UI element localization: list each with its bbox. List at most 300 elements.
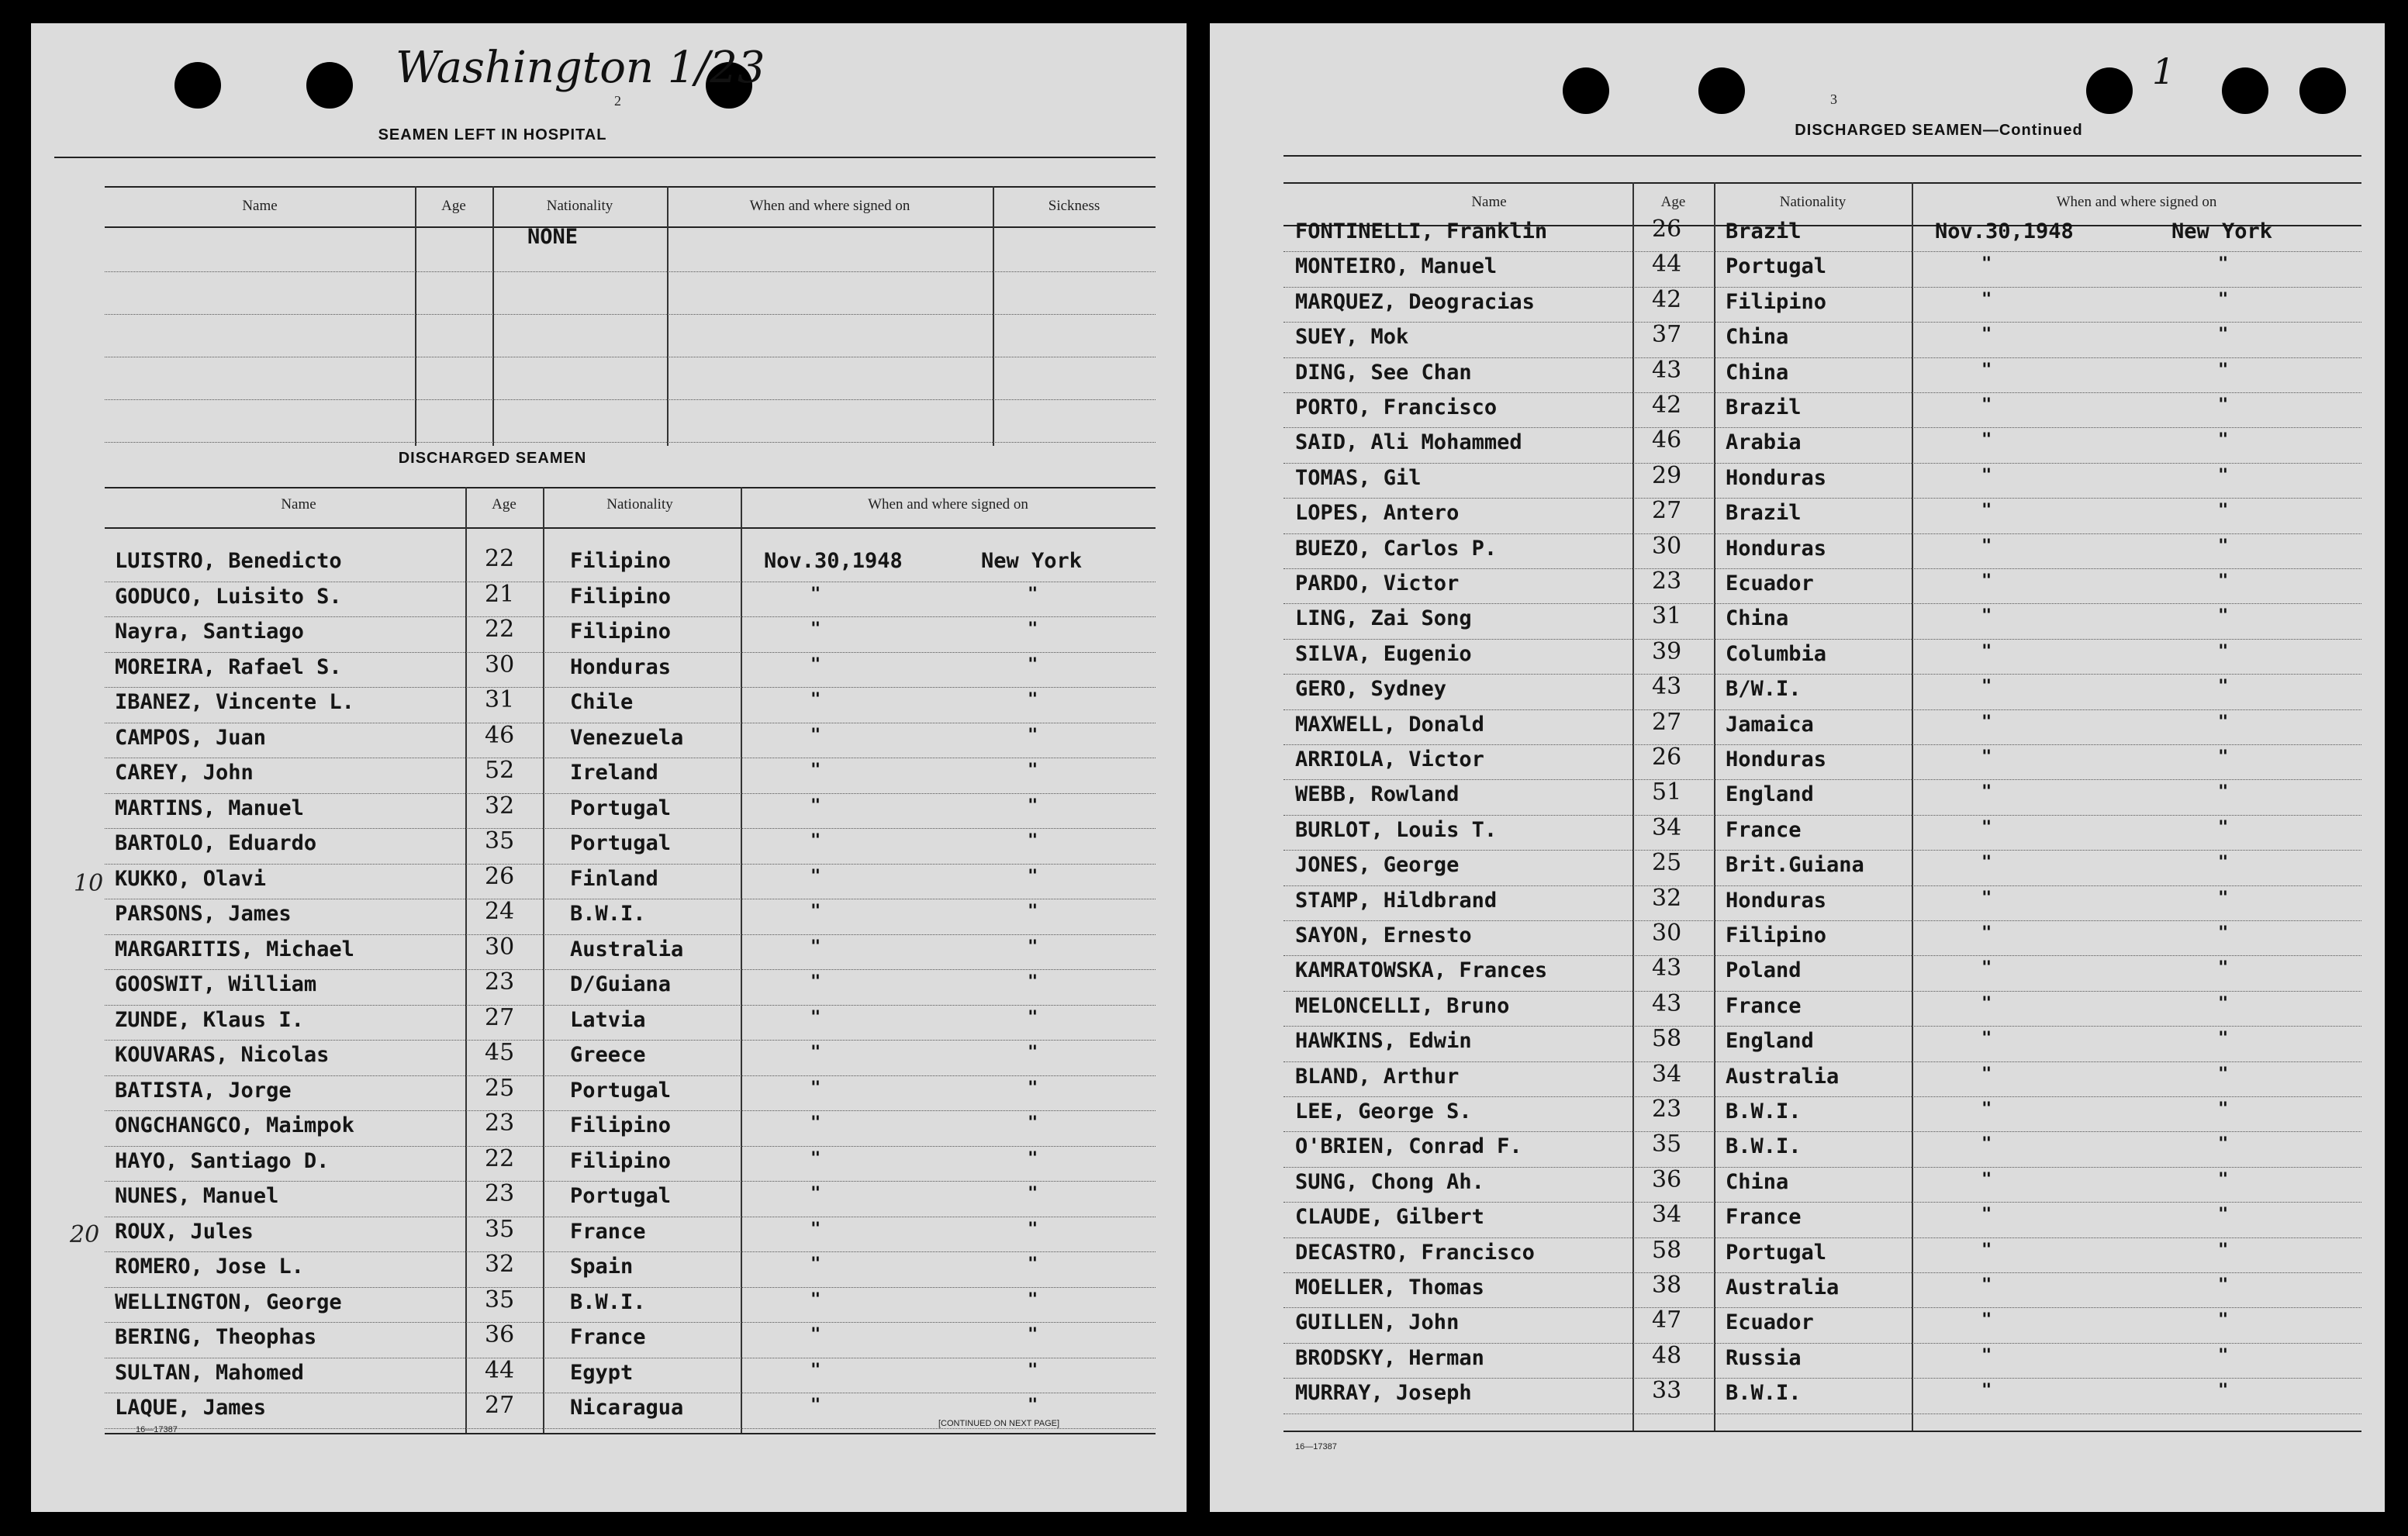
signed-on-place: New York [981, 549, 1083, 573]
signed-on-date: " [1981, 1205, 1992, 1225]
ruled-line [105, 1181, 1156, 1182]
seaman-age: 32 [485, 1251, 515, 1278]
seaman-nationality: Columbia [1726, 641, 1827, 666]
signed-on-place: " [2218, 817, 2229, 837]
seaman-age: 52 [485, 757, 515, 784]
signed-on-date: " [810, 1360, 821, 1380]
margin-mark: 10 [74, 870, 104, 897]
seaman-name: HAWKINS, Edwin [1295, 1029, 1472, 1054]
col-header-age: Age [492, 496, 516, 513]
seaman-name: MAXWELL, Donald [1295, 712, 1484, 737]
column-divider [415, 186, 416, 446]
column-divider [543, 487, 544, 1433]
ruled-line [105, 1040, 1156, 1041]
seaman-age: 46 [485, 721, 515, 749]
col-header-name: Name [1471, 194, 1507, 210]
seaman-nationality: China [1726, 360, 1789, 385]
seaman-age: 43 [1652, 356, 1682, 384]
col-header-age: Age [1660, 194, 1686, 210]
seaman-age: 21 [485, 580, 515, 608]
table-rule [105, 487, 1156, 488]
seaman-nationality: Spain [570, 1255, 634, 1279]
signed-on-date: " [1981, 289, 1992, 309]
ruled-line [1283, 427, 2361, 428]
seaman-nationality: Honduras [1726, 536, 1827, 561]
seaman-nationality: England [1726, 782, 1814, 807]
signed-on-date: " [1981, 606, 1992, 626]
signed-on-date: " [810, 1289, 821, 1310]
seaman-nationality: France [570, 1325, 646, 1349]
seaman-name: BURLOT, Louis T. [1295, 817, 1498, 842]
signed-on-place: " [1028, 1255, 1038, 1274]
handwritten-title: Washington 1/23 [396, 43, 765, 93]
seaman-age: 45 [485, 1039, 515, 1066]
ruled-line [1283, 533, 2361, 534]
seaman-age: 25 [1652, 849, 1682, 877]
signed-on-place: " [2218, 747, 2229, 767]
signed-on-date: " [1981, 430, 1992, 450]
seaman-nationality: Nicaragua [570, 1396, 684, 1420]
seaman-age: 58 [1652, 1236, 1682, 1264]
ruled-line [1283, 850, 2361, 851]
ruled-line [1283, 603, 2361, 604]
seaman-nationality: Greece [570, 1043, 646, 1067]
ruled-line [105, 864, 1156, 865]
table-rule [105, 226, 1156, 228]
signed-on-date: " [1981, 958, 1992, 979]
signed-on-date: " [810, 761, 821, 780]
seaman-age: 47 [1652, 1306, 1682, 1334]
seaman-age: 27 [485, 1392, 515, 1419]
signed-on-date: " [810, 1148, 821, 1168]
signed-on-place: " [1028, 1007, 1038, 1027]
signed-on-date: " [810, 725, 821, 745]
ruled-line [1283, 779, 2361, 780]
signed-on-place: " [1028, 866, 1038, 886]
signed-on-date: " [1981, 1275, 1992, 1295]
ruled-line [105, 793, 1156, 794]
seaman-nationality: China [1726, 606, 1789, 631]
ruled-line [1283, 1307, 2361, 1308]
signed-on-date: " [1981, 677, 1992, 697]
seaman-name: STAMP, Hildbrand [1295, 888, 1498, 913]
seaman-age: 22 [485, 616, 515, 643]
table-rule [1283, 1431, 2361, 1432]
signed-on-date: " [810, 620, 821, 639]
seaman-name: WEBB, Rowland [1295, 782, 1460, 807]
signed-on-date: " [1981, 1029, 1992, 1049]
signed-on-date: " [1981, 712, 1992, 732]
col-header-nationality: Nationality [1779, 194, 1847, 210]
seaman-nationality: Honduras [1726, 888, 1827, 913]
signed-on-place: " [2218, 1240, 2229, 1260]
signed-on-date: " [1981, 254, 1992, 274]
left-page [31, 23, 1187, 1512]
seaman-nationality: Portugal [570, 796, 672, 820]
signed-on-date: " [810, 937, 821, 957]
ruled-line [1283, 1061, 2361, 1062]
seaman-age: 32 [1652, 884, 1682, 912]
signed-on-date: " [810, 1007, 821, 1027]
seaman-name: MONTEIRO, Manuel [1295, 254, 1498, 279]
seaman-name: SULTAN, Mahomed [115, 1360, 304, 1385]
ruled-line [1283, 920, 2361, 921]
table-rule [1283, 182, 2361, 184]
col-header-name: Name [281, 496, 316, 513]
seaman-name: GODUCO, Luisito S. [115, 584, 342, 609]
seaman-age: 34 [1652, 1201, 1682, 1229]
signed-on-place: " [1028, 937, 1038, 957]
signed-on-place: " [1028, 725, 1038, 745]
column-divider [465, 487, 467, 1433]
col-header-age: Age [441, 198, 466, 214]
seaman-nationality: B.W.I. [1726, 1381, 1802, 1406]
signed-on-place: " [2218, 958, 2229, 979]
seaman-age: 30 [485, 933, 515, 961]
seaman-name: ZUNDE, Klaus I. [115, 1007, 304, 1032]
seaman-age: 44 [1652, 250, 1682, 278]
ruled-line [105, 687, 1156, 688]
column-divider [1714, 182, 1715, 1431]
seaman-name: DING, See Chan [1295, 360, 1472, 385]
seaman-age: 42 [1652, 285, 1682, 313]
seaman-name: KAMRATOWSKA, Frances [1295, 958, 1548, 983]
signed-on-place: " [2218, 1345, 2229, 1365]
seaman-age: 46 [1652, 426, 1682, 454]
ruled-line [1283, 885, 2361, 886]
seaman-nationality: D/Guiana [570, 972, 672, 996]
signed-on-place: " [2218, 677, 2229, 697]
seaman-nationality: Filipino [570, 1113, 672, 1137]
signed-on-date: " [810, 1184, 821, 1203]
col-header-signed-on: When and where signed on [749, 198, 910, 214]
seaman-nationality: France [570, 1219, 646, 1244]
seaman-age: 25 [485, 1074, 515, 1102]
ruled-line [1283, 1237, 2361, 1238]
page-number: 3 [1830, 91, 1837, 107]
seaman-name: MARGARITIS, Michael [115, 937, 354, 961]
ruled-line [1283, 1026, 2361, 1027]
seaman-name: GOOSWIT, William [115, 972, 317, 996]
seaman-nationality: Filipino [570, 584, 672, 609]
seaman-age: 23 [485, 1110, 515, 1137]
signed-on-place: " [1028, 1289, 1038, 1310]
discharged-section-title: DISCHARGED SEAMEN [398, 450, 587, 467]
seaman-nationality: Australia [1726, 1064, 1840, 1089]
signed-on-place: New York [2171, 219, 2273, 243]
seaman-nationality: Portugal [570, 1184, 672, 1208]
seaman-nationality: France [1726, 817, 1802, 842]
table-rule [105, 186, 1156, 188]
seaman-age: 43 [1652, 989, 1682, 1017]
seaman-age: 43 [1652, 954, 1682, 982]
seaman-nationality: Honduras [1726, 465, 1827, 490]
signed-on-date: " [1981, 571, 1992, 591]
seaman-age: 35 [485, 1215, 515, 1243]
signed-on-date: " [1981, 817, 1992, 837]
page-number: 2 [614, 93, 621, 109]
signed-on-place: " [1028, 620, 1038, 639]
signed-on-date: " [1981, 888, 1992, 908]
ruled-line [105, 652, 1156, 653]
seaman-name: TOMAS, Gil [1295, 465, 1422, 490]
ruled-line [105, 399, 1156, 400]
signed-on-date: " [810, 796, 821, 816]
discharged-continued-title: DISCHARGED SEAMEN—Continued [1795, 122, 2083, 139]
seaman-name: HAYO, Santiago D. [115, 1148, 330, 1173]
ruled-line [1283, 1272, 2361, 1273]
right-page [1210, 23, 2385, 1512]
ruled-line [105, 1110, 1156, 1111]
col-header-sickness: Sickness [1048, 198, 1100, 214]
ruled-line [1283, 251, 2361, 252]
seaman-age: 37 [1652, 321, 1682, 349]
signed-on-date: " [1981, 1345, 1992, 1365]
divider [54, 157, 1156, 158]
signed-on-place: " [1028, 902, 1038, 921]
seaman-name: SAYON, Ernesto [1295, 923, 1472, 947]
ruled-line [1283, 1413, 2361, 1414]
ruled-line [1283, 955, 2361, 956]
seaman-age: 35 [485, 827, 515, 854]
col-header-nationality: Nationality [606, 496, 673, 513]
seaman-age: 27 [1652, 708, 1682, 736]
col-header-signed-on: When and where signed on [868, 496, 1028, 513]
seaman-name: LEE, George S. [1295, 1099, 1472, 1124]
seaman-name: BUEZO, Carlos P. [1295, 536, 1498, 561]
seaman-nationality: Honduras [1726, 747, 1827, 771]
seaman-nationality: Honduras [570, 654, 672, 679]
handwritten-mark: 1 [2152, 50, 2175, 92]
seaman-name: LAQUE, James [115, 1396, 267, 1420]
seaman-age: 23 [1652, 1096, 1682, 1123]
column-divider [993, 186, 994, 446]
seaman-name: MOREIRA, Rafael S. [115, 654, 342, 679]
signed-on-place: " [1028, 1360, 1038, 1380]
signed-on-date: " [1981, 993, 1992, 1013]
signed-on-place: " [2218, 888, 2229, 908]
signed-on-date: " [1981, 536, 1992, 556]
signed-on-place: " [1028, 1184, 1038, 1203]
punch-hole [2086, 67, 2133, 114]
ruled-line [1283, 498, 2361, 499]
signed-on-date: " [810, 1113, 821, 1133]
seaman-name: SUNG, Chong Ah. [1295, 1169, 1484, 1194]
signed-on-date: " [1981, 465, 1992, 485]
signed-on-place: " [2218, 1099, 2229, 1119]
signed-on-place: " [2218, 325, 2229, 345]
ruled-line [1283, 1378, 2361, 1379]
seaman-age: 38 [1652, 1272, 1682, 1299]
signed-on-date: " [810, 972, 821, 992]
signed-on-date: " [810, 1255, 821, 1274]
signed-on-place: " [1028, 1043, 1038, 1062]
signed-on-place: " [2218, 1029, 2229, 1049]
signed-on-place: " [1028, 1396, 1038, 1415]
ruled-line [1283, 322, 2361, 323]
ruled-line [1283, 287, 2361, 288]
seaman-name: MOELLER, Thomas [1295, 1275, 1484, 1300]
col-header-name: Name [242, 198, 278, 214]
seaman-nationality: Finland [570, 866, 658, 891]
seaman-age: 34 [1652, 813, 1682, 841]
signed-on-date: " [1981, 1381, 1992, 1401]
signed-on-place: " [2218, 782, 2229, 803]
seaman-name: DECASTRO, Francisco [1295, 1240, 1535, 1265]
seaman-age: 44 [485, 1356, 515, 1384]
signed-on-date: " [1981, 1310, 1992, 1331]
seaman-nationality: B.W.I. [570, 1289, 646, 1314]
seaman-age: 51 [1652, 778, 1682, 806]
seaman-nationality: China [1726, 325, 1789, 350]
signed-on-date: " [810, 1396, 821, 1415]
punch-hole [174, 62, 221, 109]
signed-on-place: " [2218, 993, 2229, 1013]
seaman-age: 33 [1652, 1377, 1682, 1405]
seaman-age: 43 [1652, 673, 1682, 701]
seaman-name: JONES, George [1295, 853, 1460, 878]
seaman-age: 35 [1652, 1130, 1682, 1158]
seaman-name: MELONCELLI, Bruno [1295, 993, 1510, 1018]
signed-on-date: " [810, 831, 821, 851]
seaman-nationality: Jamaica [1726, 712, 1814, 737]
seaman-nationality: China [1726, 1169, 1789, 1194]
seaman-nationality: Portugal [1726, 1240, 1827, 1265]
seaman-age: 22 [485, 545, 515, 572]
seaman-age: 48 [1652, 1341, 1682, 1369]
seaman-age: 36 [1652, 1165, 1682, 1193]
ruled-line [105, 1146, 1156, 1147]
seaman-age: 58 [1652, 1025, 1682, 1053]
seaman-nationality: Brazil [1726, 219, 1802, 243]
ruled-line [105, 616, 1156, 617]
signed-on-place: " [2218, 571, 2229, 591]
seaman-age: 27 [485, 1003, 515, 1031]
seaman-nationality: B.W.I. [1726, 1134, 1802, 1159]
seaman-name: CAMPOS, Juan [115, 725, 267, 750]
ruled-line [1283, 1096, 2361, 1097]
signed-on-date: " [1981, 1169, 1992, 1189]
signed-on-date: " [810, 584, 821, 604]
signed-on-place: " [1028, 690, 1038, 709]
signed-on-date: " [1981, 923, 1992, 943]
signed-on-date: " [810, 690, 821, 709]
seaman-name: GERO, Sydney [1295, 677, 1447, 702]
signed-on-date: " [1981, 747, 1992, 767]
ruled-line [1283, 1343, 2361, 1344]
signed-on-place: " [2218, 1381, 2229, 1401]
signed-on-place: " [2218, 254, 2229, 274]
signed-on-place: " [2218, 606, 2229, 626]
signed-on-place: " [1028, 761, 1038, 780]
signed-on-place: " [1028, 1078, 1038, 1098]
seaman-name: PARDO, Victor [1295, 571, 1460, 595]
seaman-nationality: B.W.I. [570, 902, 646, 926]
seaman-name: ARRIOLA, Victor [1295, 747, 1484, 771]
seaman-name: KUKKO, Olavi [115, 866, 267, 891]
signed-on-place: " [2218, 430, 2229, 450]
signed-on-place: " [1028, 584, 1038, 604]
seaman-age: 31 [485, 686, 515, 713]
seaman-name: LING, Zai Song [1295, 606, 1472, 631]
signed-on-place: " [1028, 1219, 1038, 1239]
signed-on-place: " [1028, 1325, 1038, 1344]
signed-on-place: " [2218, 1310, 2229, 1331]
seaman-nationality: B.W.I. [1726, 1099, 1802, 1124]
ruled-line [105, 1287, 1156, 1288]
ruled-line [1283, 815, 2361, 816]
seaman-nationality: Filipino [570, 1148, 672, 1173]
seaman-age: 35 [485, 1286, 515, 1313]
ruled-line [105, 969, 1156, 970]
ruled-line [1283, 991, 2361, 992]
seaman-nationality: France [1726, 1205, 1802, 1230]
seaman-age: 23 [485, 1180, 515, 1207]
seaman-name: Nayra, Santiago [115, 620, 304, 644]
signed-on-place: " [2218, 1134, 2229, 1155]
ruled-line [105, 1005, 1156, 1006]
signed-on-place: " [2218, 641, 2229, 661]
seaman-nationality: Ecuador [1726, 571, 1814, 595]
seaman-age: 26 [1652, 744, 1682, 771]
signed-on-date: " [1981, 641, 1992, 661]
signed-on-date: " [810, 1078, 821, 1098]
seaman-name: FONTINELLI, Franklin [1295, 219, 1548, 243]
seaman-age: 24 [485, 898, 515, 925]
seaman-nationality: Portugal [1726, 254, 1827, 279]
seaman-age: 30 [485, 651, 515, 678]
seaman-nationality: Brazil [1726, 395, 1802, 419]
seaman-nationality: B/W.I. [1726, 677, 1802, 702]
seaman-name: MURRAY, Joseph [1295, 1381, 1472, 1406]
seaman-name: BARTOLO, Eduardo [115, 831, 317, 855]
ruled-line [1283, 639, 2361, 640]
seaman-nationality: Egypt [570, 1360, 634, 1385]
signed-on-date: Nov.30,1948 [1935, 219, 2074, 243]
signed-on-date: Nov.30,1948 [764, 549, 903, 573]
signed-on-place: " [1028, 1113, 1038, 1133]
seaman-age: 26 [1652, 216, 1682, 243]
signed-on-date: " [1981, 1099, 1992, 1119]
seaman-name: SUEY, Mok [1295, 325, 1409, 350]
ruled-line [1283, 1202, 2361, 1203]
signed-on-date: " [1981, 1064, 1992, 1084]
seaman-name: BATISTA, Jorge [115, 1078, 292, 1103]
seaman-name: MARQUEZ, Deogracias [1295, 289, 1535, 314]
ruled-line [1283, 674, 2361, 675]
ruled-line [1283, 463, 2361, 464]
seaman-age: 30 [1652, 532, 1682, 560]
signed-on-place: " [1028, 1148, 1038, 1168]
seaman-age: 31 [1652, 602, 1682, 630]
table-rule [105, 1433, 1156, 1434]
seaman-nationality: Russia [1726, 1345, 1802, 1370]
seaman-nationality: Chile [570, 690, 634, 714]
signed-on-date: " [1981, 325, 1992, 345]
signed-on-place: " [2218, 360, 2229, 380]
seaman-name: PARSONS, James [115, 902, 292, 926]
seaman-nationality: Filipino [1726, 289, 1827, 314]
column-divider [492, 186, 494, 446]
signed-on-place: " [2218, 1064, 2229, 1084]
seaman-name: KOUVARAS, Nicolas [115, 1043, 330, 1067]
seaman-age: 23 [1652, 568, 1682, 595]
signed-on-place: " [2218, 1205, 2229, 1225]
ruled-line [105, 314, 1156, 315]
ruled-line [1283, 357, 2361, 358]
signed-on-date: " [1981, 360, 1992, 380]
seaman-name: SILVA, Eugenio [1295, 641, 1472, 666]
